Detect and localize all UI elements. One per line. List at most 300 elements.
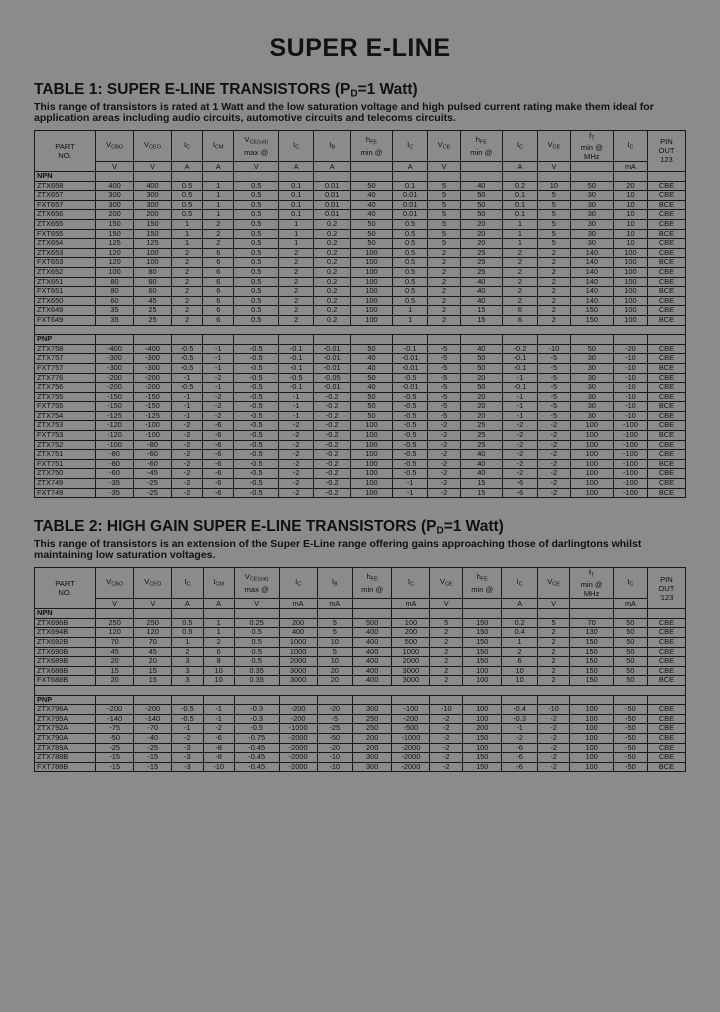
- table-cell: -5: [428, 383, 461, 393]
- table-cell: -0.5: [393, 459, 428, 469]
- table-cell: -0.5: [393, 431, 428, 441]
- table-cell: -2000: [279, 734, 317, 744]
- table-cell: [428, 335, 461, 345]
- table-cell: -0.3: [234, 705, 279, 715]
- table1-header: [35, 130, 686, 171]
- th-vce-hfe2: $V_{CE}$: [538, 130, 571, 161]
- table-row: [35, 431, 686, 441]
- table-cell: 100: [463, 666, 502, 676]
- th2-unit-vcbo: V: [96, 599, 134, 609]
- table-cell: -2: [171, 469, 202, 479]
- table-row: [35, 363, 686, 373]
- table-cell: 0.2: [314, 248, 351, 258]
- table-cell: 50: [460, 354, 502, 364]
- table-cell: 0.5: [234, 248, 279, 258]
- table-cell: -2: [203, 392, 234, 402]
- table-cell: CBE: [647, 479, 685, 489]
- table-cell: [614, 172, 648, 182]
- table-cell: -2: [537, 714, 570, 724]
- table-cell: 0.5: [393, 277, 428, 287]
- table-cell: [392, 695, 430, 705]
- table-cell: 400: [352, 676, 391, 686]
- table-cell: 30: [570, 210, 613, 220]
- table-cell: 50: [613, 638, 647, 648]
- table-cell: 150: [96, 220, 134, 230]
- table-cell: 2: [537, 657, 570, 667]
- table-group-label: PNP: [35, 335, 96, 345]
- table-cell: 30: [570, 200, 613, 210]
- table-cell: -150: [96, 402, 134, 412]
- table-cell: 2: [537, 676, 570, 686]
- table-cell: 20: [460, 220, 502, 230]
- table-cell: -10: [317, 753, 352, 763]
- table-cell: [463, 609, 502, 619]
- table-cell: 45: [134, 647, 172, 657]
- table-cell: 0.2: [314, 258, 351, 268]
- th-vcesat: $V_{CE(sat)}$ max @: [234, 130, 279, 161]
- th-hfe-1: $h_{FE}$ min @: [350, 130, 392, 161]
- th2-ic-hfe2: $I_C$: [502, 567, 537, 598]
- table-cell: -1: [502, 373, 537, 383]
- table-cell: 5: [538, 210, 571, 220]
- th2-hfe-2: $h_{FE}$ min @: [463, 567, 502, 598]
- table-cell: -6: [203, 469, 234, 479]
- table-cell: -80: [134, 440, 172, 450]
- table-cell-part-no: ZTX795A: [35, 714, 96, 724]
- table-cell: -150: [96, 392, 134, 402]
- table2-header: [35, 567, 686, 608]
- table-row: [35, 628, 686, 638]
- table1-wrapper: [34, 130, 686, 499]
- table-cell-part-no: ZTX651: [35, 277, 96, 287]
- table-cell: [570, 335, 613, 345]
- table-cell: -5: [317, 714, 352, 724]
- table-cell: -2: [502, 450, 537, 460]
- table-cell: 200: [352, 743, 391, 753]
- table-cell: 25: [460, 267, 502, 277]
- table-cell: [350, 335, 392, 345]
- table-cell: 2: [171, 248, 202, 258]
- table-cell: -100: [96, 440, 134, 450]
- table-cell: 1: [279, 229, 314, 239]
- table-cell: BCE: [647, 200, 685, 210]
- table-cell: [537, 609, 570, 619]
- table-cell: -2: [428, 479, 461, 489]
- table-cell: 40: [460, 287, 502, 297]
- table-cell-part-no: ZTX655: [35, 220, 96, 230]
- table-cell: -0.75: [234, 734, 279, 744]
- table-cell: -6: [502, 753, 537, 763]
- table-cell: -0.5: [234, 450, 279, 460]
- table-cell-part-no: ZTX653: [35, 248, 96, 258]
- table-cell: CBE: [647, 373, 685, 383]
- table-row: [35, 392, 686, 402]
- table-cell: 20: [96, 657, 134, 667]
- table-cell: 40: [350, 383, 392, 393]
- table-cell: 150: [463, 647, 502, 657]
- th-unit-ib-sat: A: [314, 162, 351, 172]
- table-cell: -200: [134, 705, 172, 715]
- table-cell: -120: [96, 421, 134, 431]
- table-cell-part-no: ZTX694B: [35, 628, 96, 638]
- table-cell: -10: [430, 705, 463, 715]
- table-row: [35, 762, 686, 772]
- table-cell: -80: [96, 459, 134, 469]
- th-unit-vcbo: V: [96, 162, 134, 172]
- table-cell: 5: [537, 618, 570, 628]
- th2-vcesat: $V_{CE(sat)}$ max @: [234, 567, 279, 598]
- th2-ft: $f_T$ min @ MHz: [570, 567, 613, 598]
- table-cell: 100: [350, 306, 392, 316]
- table-cell: -2: [430, 724, 463, 734]
- table-cell: -70: [134, 724, 172, 734]
- th-unit-ic-hfe1: A: [393, 162, 428, 172]
- table-cell: [463, 695, 502, 705]
- table-cell: 0.1: [279, 181, 314, 191]
- table-cell: -0.1: [502, 363, 537, 373]
- table-cell: 0.2: [314, 239, 351, 249]
- table-cell: -2: [502, 459, 537, 469]
- th2-vcbo: $V_{CBO}$: [96, 567, 134, 598]
- th2-vceo: $V_{CEO}$: [134, 567, 172, 598]
- table-cell-part-no: ZTX790A: [35, 734, 96, 744]
- table-cell: -40: [134, 734, 172, 744]
- table-cell-part-no: ZTX692B: [35, 638, 96, 648]
- table-cell: -5: [538, 402, 571, 412]
- table-cell: -2: [171, 421, 202, 431]
- table-cell: [647, 695, 685, 705]
- table-cell: 2: [430, 638, 463, 648]
- table-group-label: PNP: [35, 695, 96, 705]
- table-cell: -2: [430, 743, 463, 753]
- table-cell: -2: [203, 402, 234, 412]
- th2-vce-hfe2: $V_{CE}$: [537, 567, 570, 598]
- table-row: [35, 287, 686, 297]
- table-cell: [502, 335, 537, 345]
- th2-ic-ft: $I_C$: [613, 567, 647, 598]
- table-cell: -1: [203, 705, 234, 715]
- table-row: [35, 647, 686, 657]
- table-spacer-cell: [35, 686, 686, 696]
- table-cell: [502, 695, 537, 705]
- table-cell: 50: [350, 229, 392, 239]
- table-cell: [430, 695, 463, 705]
- table-cell: -1000: [392, 734, 430, 744]
- table-cell: 120: [96, 628, 134, 638]
- table-cell: CBE: [647, 734, 685, 744]
- table-row: [35, 705, 686, 715]
- table-cell: 0.5: [234, 287, 279, 297]
- th-vce-hfe1: $V_{CE}$: [428, 130, 461, 161]
- table-high-gain-super-e-line: [34, 567, 686, 772]
- table-cell: -8: [203, 743, 234, 753]
- table-cell: 200: [392, 628, 430, 638]
- table-cell: 20: [460, 392, 502, 402]
- table-cell: -0.01: [314, 383, 351, 393]
- table-cell: -6: [203, 440, 234, 450]
- table-cell: -0.5: [234, 373, 279, 383]
- table-cell: 30: [570, 354, 613, 364]
- table-cell: 30: [570, 191, 613, 201]
- table-row: [35, 714, 686, 724]
- table-cell: -6: [203, 431, 234, 441]
- table-cell: -25: [317, 724, 352, 734]
- table-cell: 2: [279, 306, 314, 316]
- table-cell: -1: [502, 402, 537, 412]
- table-cell: 20: [614, 181, 648, 191]
- table-cell: -0.1: [502, 383, 537, 393]
- th-ic-sat: $I_C$: [279, 130, 314, 161]
- table-cell: 80: [96, 287, 134, 297]
- th-ic-ft: $I_C$: [614, 130, 648, 161]
- table-cell: -45: [134, 469, 172, 479]
- table-cell: [314, 335, 351, 345]
- table-cell: CBE: [647, 220, 685, 230]
- table-cell: 150: [570, 306, 613, 316]
- table-cell: 1: [171, 220, 202, 230]
- table-cell: -2: [279, 479, 314, 489]
- table-cell: CBE: [647, 267, 685, 277]
- table-cell: 40: [460, 181, 502, 191]
- table-cell: 10: [614, 239, 648, 249]
- table-cell: 50: [350, 411, 392, 421]
- table-cell: -1: [203, 363, 234, 373]
- table-cell: 50: [350, 239, 392, 249]
- table-cell: -0.5: [393, 402, 428, 412]
- table-cell: 5: [317, 628, 352, 638]
- table-cell: 150: [134, 220, 172, 230]
- table-cell: 2: [428, 315, 461, 325]
- table-cell: 0.5: [393, 229, 428, 239]
- table-cell: -0.2: [314, 411, 351, 421]
- table-cell: 150: [570, 666, 613, 676]
- table-cell: 30: [570, 229, 613, 239]
- table-cell-part-no: ZTX654: [35, 239, 96, 249]
- table-cell-part-no: ZTX657: [35, 191, 96, 201]
- table-cell: -0.5: [171, 383, 202, 393]
- table1-description: This range of transistors is rated at 1 Watt and the low saturation voltage and high pulsed current rating make them ideal for application areas including audio circuits, automotive circuits and telecoms circuits.: [34, 100, 654, 125]
- table-cell: 20: [460, 239, 502, 249]
- table-cell: 140: [570, 277, 613, 287]
- table-cell: -1: [171, 373, 202, 383]
- th2-unit-ic-sat: mA: [279, 599, 317, 609]
- table-cell: 200: [463, 724, 502, 734]
- table-cell: 30: [570, 363, 613, 373]
- table-cell: 50: [350, 181, 392, 191]
- table-cell: 0.5: [234, 306, 279, 316]
- table-cell: 5: [538, 229, 571, 239]
- table-cell: 100: [614, 315, 648, 325]
- table-cell: 100: [350, 479, 392, 489]
- table-cell: -25: [96, 743, 134, 753]
- table-cell: -10: [537, 705, 570, 715]
- table-cell: 0.25: [234, 618, 279, 628]
- table-cell: 20: [317, 666, 352, 676]
- table-cell: [203, 335, 234, 345]
- table-cell: 40: [460, 459, 502, 469]
- table-cell-part-no: ZTX751: [35, 450, 96, 460]
- table-spacer-row: [35, 325, 686, 335]
- table-cell: -0.5: [234, 488, 279, 498]
- table-cell: 0.01: [393, 210, 428, 220]
- table-cell: -1: [279, 411, 314, 421]
- table-cell: 500: [352, 618, 391, 628]
- table-cell: 0.5: [393, 220, 428, 230]
- table-cell: -5: [538, 373, 571, 383]
- table-cell: -5: [538, 363, 571, 373]
- table-cell: -200: [134, 383, 172, 393]
- table-cell: 2: [203, 239, 234, 249]
- table-cell: -125: [134, 411, 172, 421]
- table-cell: 0.5: [171, 210, 202, 220]
- th2-unit-ib-sat: mA: [317, 599, 352, 609]
- table-cell: [234, 172, 279, 182]
- table-cell: 50: [460, 383, 502, 393]
- table-cell: 3000: [392, 676, 430, 686]
- th2-ib-sat: $I_B$: [317, 567, 352, 598]
- table-row: [35, 734, 686, 744]
- th-unit-vce-hfe1: V: [428, 162, 461, 172]
- table-cell: -6: [203, 450, 234, 460]
- table-cell: 5: [430, 618, 463, 628]
- table-cell-part-no: ZTX755: [35, 392, 96, 402]
- table-cell: -2: [502, 734, 537, 744]
- table-cell: 2: [171, 277, 202, 287]
- th-part-no: PART NO.: [35, 130, 96, 171]
- table-cell: -0.5: [393, 421, 428, 431]
- table-cell: 20: [460, 402, 502, 412]
- table-cell: 150: [463, 657, 502, 667]
- table-cell: -0.5: [234, 363, 279, 373]
- table-cell: -75: [96, 724, 134, 734]
- table-cell: 2: [203, 229, 234, 239]
- table-cell: 70: [134, 638, 172, 648]
- table-cell: 30: [570, 402, 613, 412]
- table-cell: 1: [279, 239, 314, 249]
- table-cell: -35: [96, 479, 134, 489]
- table-row: [35, 267, 686, 277]
- table-cell: -2000: [392, 762, 430, 772]
- table-cell: -2: [171, 479, 202, 489]
- table-group-row: [35, 335, 686, 345]
- table1-heading: TABLE 1: SUPER E-LINE TRANSISTORS ($P_D=1$ Watt): [34, 81, 418, 100]
- table-cell: -0.5: [172, 714, 203, 724]
- table-cell: -10: [614, 363, 648, 373]
- table-row: [35, 258, 686, 268]
- table-cell: 300: [352, 705, 391, 715]
- table-cell: 100: [570, 753, 613, 763]
- table-cell: 300: [134, 200, 172, 210]
- table-cell: BCE: [647, 229, 685, 239]
- table-cell: 150: [570, 647, 613, 657]
- table-cell: -100: [614, 440, 648, 450]
- table-cell: -125: [96, 411, 134, 421]
- table-cell: -2: [538, 450, 571, 460]
- table-cell: -0.2: [314, 469, 351, 479]
- table-cell: -0.1: [502, 354, 537, 364]
- table-cell: -0.1: [279, 363, 314, 373]
- table-cell: BCE: [647, 287, 685, 297]
- table-cell: 2: [538, 306, 571, 316]
- table-cell-part-no: ZTX754: [35, 411, 96, 421]
- table-cell: -10: [614, 354, 648, 364]
- table-cell: 100: [570, 705, 613, 715]
- table-cell: 0.5: [234, 229, 279, 239]
- table-cell: 10: [614, 210, 648, 220]
- table-group-label: NPN: [35, 172, 96, 182]
- table-cell: 40: [460, 277, 502, 287]
- table-cell: [96, 695, 134, 705]
- table-cell: 0.01: [314, 210, 351, 220]
- table-cell: 25: [460, 248, 502, 258]
- table-cell: 6: [203, 277, 234, 287]
- table-cell: 0.5: [234, 210, 279, 220]
- table-cell: -3: [172, 743, 203, 753]
- table-cell: 2: [538, 287, 571, 297]
- table-cell: 2: [430, 628, 463, 638]
- table-cell: 50: [613, 657, 647, 667]
- th-ic-hfe2: $I_C$: [502, 130, 537, 161]
- table-cell: -2: [171, 488, 202, 498]
- table-cell: [203, 695, 234, 705]
- table-cell: 8: [203, 657, 234, 667]
- table-cell: 25: [134, 315, 172, 325]
- table-cell: CBE: [647, 628, 685, 638]
- table-cell: [314, 172, 351, 182]
- table-cell: 400: [352, 657, 391, 667]
- table-cell: 0.5: [172, 618, 203, 628]
- table-cell-part-no: ZTX750: [35, 469, 96, 479]
- table-cell-part-no: ZTX656: [35, 210, 96, 220]
- table-cell: 1: [203, 200, 234, 210]
- table1-body: [35, 172, 686, 498]
- table-cell: 300: [352, 762, 391, 772]
- table-cell: 0.01: [314, 181, 351, 191]
- table-row: [35, 210, 686, 220]
- table-cell: 5: [538, 191, 571, 201]
- table-cell-part-no: ZTX658: [35, 181, 96, 191]
- table-cell: 10: [614, 220, 648, 230]
- table-cell: -2: [428, 431, 461, 441]
- table-cell: -2: [502, 440, 537, 450]
- table-cell: CBE: [647, 248, 685, 258]
- table-cell: 2: [279, 296, 314, 306]
- table-group-row: [35, 695, 686, 705]
- table-cell-part-no: FXT788B: [35, 762, 96, 772]
- table-cell: 100: [570, 479, 613, 489]
- table-cell: 40: [350, 354, 392, 364]
- table-row: [35, 306, 686, 316]
- table-row: [35, 450, 686, 460]
- table-cell: 100: [570, 734, 613, 744]
- table-cell: -140: [134, 714, 172, 724]
- table-cell: 2: [171, 315, 202, 325]
- table-cell: -0.2: [314, 431, 351, 441]
- table-cell: -1: [279, 392, 314, 402]
- th2-unit-vcesat: V: [234, 599, 279, 609]
- table-cell: -2: [203, 724, 234, 734]
- table-cell: -120: [96, 431, 134, 441]
- table-cell: 1: [502, 239, 537, 249]
- table-cell: -300: [96, 354, 134, 364]
- table-cell: -100: [614, 488, 648, 498]
- table-cell: 10: [614, 200, 648, 210]
- table-cell: 2: [538, 248, 571, 258]
- table-cell: -0.01: [393, 383, 428, 393]
- table-group-row: [35, 172, 686, 182]
- table-cell: 0.5: [234, 181, 279, 191]
- table-cell: 0.5: [171, 200, 202, 210]
